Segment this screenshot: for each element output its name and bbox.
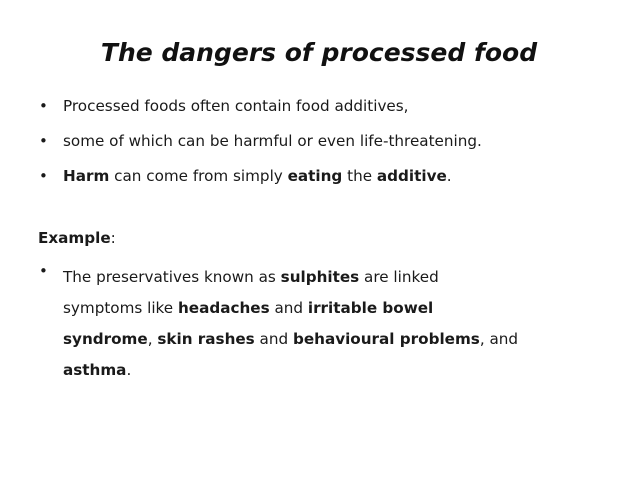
bold-term: irritable bowel — [307, 299, 434, 317]
example-item — [38, 262, 618, 386]
example-text: are linked — [359, 268, 439, 286]
example-text: symptoms like — [63, 299, 178, 317]
example-colon: : — [110, 229, 116, 247]
bullet-text: Processed foods often contain food additives, — [63, 97, 409, 115]
bullet-dot-icon: • — [39, 132, 48, 150]
bullet-item — [38, 96, 608, 131]
bold-term: syndrome — [63, 330, 148, 348]
bold-term: eating — [287, 167, 343, 185]
example-text: . — [126, 361, 132, 379]
example-line — [63, 324, 618, 355]
example-line — [63, 355, 618, 386]
bullet-dot-icon: • — [39, 97, 48, 115]
example-label: Example — [38, 229, 111, 247]
bold-term: Harm — [63, 167, 110, 185]
bullet-text: some of which can be harmful or even life-threatening. — [63, 132, 482, 150]
bullet-text: . — [446, 167, 452, 185]
bold-term: additive — [376, 167, 447, 185]
bullet-item — [38, 131, 608, 166]
bullet-dot-icon: • — [39, 262, 48, 280]
bold-term: asthma — [63, 361, 127, 379]
example-text: and — [254, 330, 293, 348]
example-text: , — [147, 330, 158, 348]
bold-term: behavioural problems — [292, 330, 480, 348]
bullet-dot-icon: • — [39, 167, 48, 185]
example-line — [63, 262, 618, 293]
bold-term: sulphites — [280, 268, 360, 286]
example-list — [38, 262, 618, 386]
example-text: The preservatives known as — [63, 268, 281, 286]
example-line — [63, 293, 618, 324]
bold-term: headaches — [177, 299, 270, 317]
bullet-list — [38, 96, 608, 201]
bullet-item — [38, 166, 608, 201]
bold-term: skin rashes — [157, 330, 255, 348]
example-text: , and — [479, 330, 519, 348]
example-heading — [38, 228, 116, 248]
bullet-text: can come from simply — [109, 167, 288, 185]
slide-title: The dangers of processed food — [100, 38, 538, 67]
example-text: and — [269, 299, 308, 317]
bullet-text: the — [342, 167, 377, 185]
